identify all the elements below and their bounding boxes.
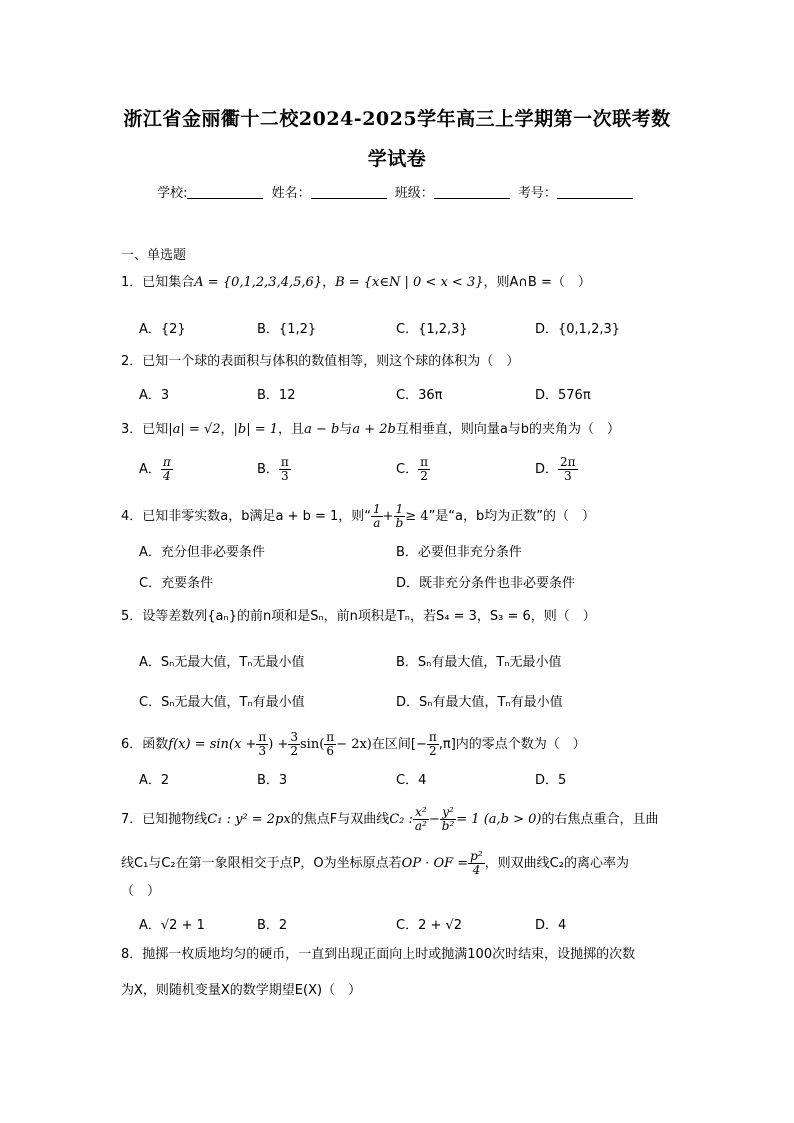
q6-mid: ) + [268, 737, 289, 752]
q4-fraction-1 [371, 503, 383, 530]
q7-line2-pre: 线C₁与C₂在第一象限相交于点P，O为坐标原点若 [121, 856, 402, 871]
exam-number-label: 考号： [517, 186, 557, 201]
question-2: 2．已知一个球的表面积与体积的数值相等，则这个球的体积为（ ） [121, 354, 520, 369]
q6-f2-num: 3 [290, 730, 298, 744]
question-8-line-2: 为X，则随机变量X的数学期望E(X)（ ） [121, 983, 362, 998]
question-5: 5．设等差数列{aₙ}的前n项和是Sₙ，前n项积是Tₙ，若S₄ = 3，S₃ = 6，则（ ） [121, 609, 596, 624]
question-4 [121, 503, 681, 530]
question-6 [121, 731, 681, 758]
q6-option-d[interactable]: D．5 [535, 773, 567, 788]
question-8-line-1: 8．抛掷一枚质地均匀的硬币，一直到出现正面向上时或抛满100次时结束，设抛掷的次数 [121, 947, 636, 962]
q4-f2-num: 1 [394, 503, 406, 517]
q6-f3-den: 6 [326, 744, 335, 758]
q7-fraction-3 [468, 850, 485, 877]
q3-option-a[interactable] [139, 456, 173, 483]
page-title-line2: 学试卷 [367, 148, 427, 170]
q4-ge: ≥ 4 [405, 509, 429, 524]
q5-option-d[interactable]: D．Sₙ有最大值，Tₙ有最小值 [396, 695, 563, 710]
q3-option-b-fraction [279, 456, 291, 483]
q4-option-c[interactable]: C．充要条件 [139, 576, 214, 591]
q7-option-a[interactable]: A．√2 + 1 [139, 918, 205, 933]
q1-option-b[interactable]: B．{1,2} [257, 322, 317, 337]
q7-line1-post: 的右焦点重合，且曲 [541, 812, 659, 827]
q7-line1-pre: 7．已知抛物线 [121, 812, 208, 827]
q4-f2-den: b [395, 516, 404, 530]
q2-option-d[interactable]: D．576π [535, 388, 591, 403]
q5-option-a[interactable]: A．Sₙ无最大值，Tₙ无最小值 [139, 655, 305, 670]
q7-option-d[interactable]: D．4 [535, 918, 567, 933]
q6-stem-pre: 6．函数 [121, 737, 169, 752]
q6-f1-num: π [258, 730, 267, 744]
q6-fraction-3 [324, 731, 336, 758]
q3-option-c-fraction [418, 456, 430, 483]
q4-fraction-2 [394, 503, 406, 530]
q7-option-b[interactable]: B．2 [257, 918, 288, 933]
q3-option-b-label: B． [257, 462, 279, 477]
q6-fx: f(x) = sin(x + [168, 737, 257, 752]
name-label: 姓名： [271, 186, 311, 201]
q7-line2-post: ，则双曲线C₂的离心率为 [484, 856, 629, 871]
q6-sin2: sin( [300, 737, 325, 752]
q6-fraction-1 [256, 731, 268, 758]
q7-fraction-1 [413, 806, 429, 833]
q4-stem-pre: 4．已知非零实数a，b满足a + b = 1，则“ [121, 509, 372, 524]
q3-vec1: a − b [304, 422, 340, 437]
page-title: 浙江省金丽衢十二校2024-2025学年高三上学期第一次联考数 [123, 108, 671, 130]
q2-option-b[interactable]: B．12 [257, 388, 296, 403]
q3-d-den: 3 [563, 469, 572, 483]
q6-f1-den: 3 [258, 744, 267, 758]
q6-option-c[interactable]: C．4 [396, 773, 427, 788]
q4-f1-num: 1 [373, 502, 381, 516]
q4-f1-den: a [373, 516, 381, 530]
q1-option-d[interactable]: D．{0,1,2,3} [535, 322, 621, 337]
q7-parabola: C₁ : y² = 2px [207, 812, 291, 827]
q3-option-a-fraction [161, 456, 173, 483]
q4-option-b[interactable]: B．必要但非充分条件 [396, 545, 522, 560]
q3-b-den: 3 [281, 469, 289, 483]
q7-hyperbola-label: C₂ : [389, 812, 413, 827]
q7-p-num: p² [470, 849, 483, 863]
q3-stem-post: 互相垂直，则向量a与b的夹角为（ ） [395, 422, 621, 437]
q6-tail: − 2x) [336, 737, 372, 752]
q7-minus: − [428, 812, 440, 827]
q4-stem-post: ”是“a，b均为正数”的（ ） [428, 509, 595, 524]
q6-option-b[interactable]: B．3 [257, 773, 288, 788]
q3-cond1: |a| = √2 [168, 422, 221, 437]
name-blank[interactable] [311, 186, 387, 199]
q4-plus: + [382, 509, 394, 524]
q5-option-b[interactable]: B．Sₙ有最大值，Tₙ无最小值 [396, 655, 562, 670]
q3-c-den: 2 [420, 469, 428, 483]
q1-set-a: A = {0,1,2,3,4,5,6} [194, 275, 323, 290]
q6-f4-num: π [428, 730, 437, 744]
q2-option-c[interactable]: C．36π [396, 388, 443, 403]
q3-a-num: π [162, 455, 171, 469]
q3-option-d-label: D． [535, 462, 559, 477]
q6-stem-post: ,π]内的零点个数为（ ） [438, 737, 586, 752]
q6-f2-den: 2 [290, 744, 298, 758]
question-7-line-2 [121, 850, 681, 877]
q6-fraction-4 [427, 731, 439, 758]
q3-and: 与 [339, 422, 353, 437]
q1-option-a[interactable]: A．{2} [139, 322, 186, 337]
q3-c-num: π [420, 455, 428, 469]
q3-option-c-label: C． [396, 462, 419, 477]
student-info-row [0, 182, 794, 201]
q7-h1-den: a² [414, 819, 427, 833]
q7-h1-num: x² [413, 806, 429, 820]
q5-option-c[interactable]: C．Sₙ无最大值，Tₙ有最小值 [139, 695, 305, 710]
question-1 [121, 274, 681, 292]
q3-option-a-label: A． [139, 462, 161, 477]
q7-focus: 的焦点F与双曲线 [290, 812, 390, 827]
q1-stem-pre: 1．已知集合 [121, 275, 195, 290]
q3-stem-pre: 3．已知 [121, 422, 169, 437]
q4-option-d[interactable]: D．既非充分条件也非必要条件 [396, 576, 576, 591]
school-blank[interactable] [187, 186, 263, 199]
q3-sep: ， [220, 422, 234, 437]
section-heading: 一、单选题 [121, 248, 187, 263]
q1-stem-post: ，则A∩B =（ ） [483, 275, 591, 290]
q3-mid: ，且 [278, 422, 305, 437]
q3-d-num: 2π [560, 455, 576, 469]
school-label: 学校: [157, 186, 188, 201]
q3-b-num: π [280, 455, 289, 469]
q4-option-a[interactable]: A．充分但非必要条件 [139, 545, 265, 560]
q3-a-den: 4 [163, 469, 171, 483]
q7-dot-product: OP · OF = [401, 856, 469, 871]
class-blank[interactable] [434, 186, 510, 199]
class-label: 班级： [394, 186, 434, 201]
q6-option-a[interactable]: A．2 [139, 773, 170, 788]
q3-option-c[interactable] [396, 456, 430, 483]
q2-option-a[interactable]: A．3 [139, 388, 170, 403]
q3-vec2: a + 2b [352, 422, 396, 437]
exam-number-blank[interactable] [557, 186, 633, 199]
q1-comma: ， [322, 275, 336, 290]
question-7-line-3: （ ） [121, 884, 161, 899]
q1-option-c[interactable]: C．{1,2,3} [396, 322, 468, 337]
q6-f3-num: π [326, 730, 335, 744]
q7-p-den: 4 [472, 863, 481, 877]
question-3 [121, 421, 681, 439]
q1-set-b: B = {x∈N | 0 < x < 3} [335, 275, 484, 290]
q7-h2-den: b² [441, 819, 455, 833]
q7-eq-cond: = 1 (a,b > 0) [456, 812, 542, 827]
question-7-line-1 [121, 806, 681, 833]
q3-option-b[interactable] [257, 456, 291, 483]
q6-fraction-2 [288, 731, 300, 758]
q3-option-d-fraction [558, 456, 578, 483]
q6-f4-den: 2 [428, 744, 437, 758]
q3-cond2: |b| = 1 [233, 422, 279, 437]
q7-h2-num: y² [440, 806, 457, 820]
q7-option-c[interactable]: C．2 + √2 [396, 918, 463, 933]
q3-option-d[interactable] [535, 456, 578, 483]
q6-interval-pre: 在区间[− [371, 737, 427, 752]
q7-fraction-2 [440, 806, 457, 833]
